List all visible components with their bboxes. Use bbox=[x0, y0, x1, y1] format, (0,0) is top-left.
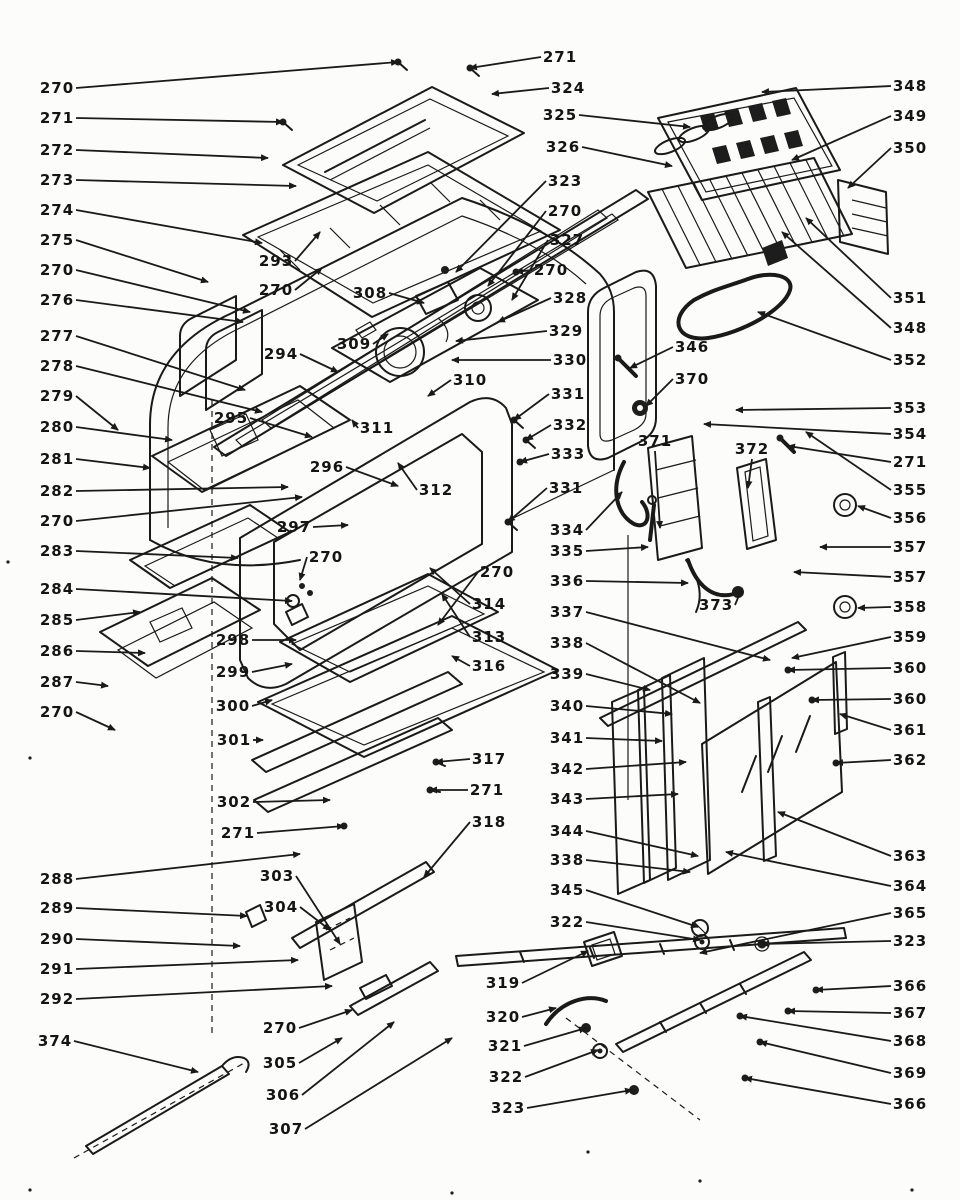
part-number-label: 348 bbox=[892, 77, 928, 95]
leader-line-270 bbox=[300, 557, 307, 580]
part-number-label: 271 bbox=[542, 48, 578, 66]
leader-line-294 bbox=[300, 354, 338, 372]
leader-line-335 bbox=[586, 547, 648, 551]
leader-line-348 bbox=[762, 86, 891, 92]
leader-line-299 bbox=[252, 664, 292, 672]
part-number-label: 274 bbox=[39, 201, 75, 219]
part-number-label: 340 bbox=[549, 697, 585, 715]
leader-line-271 bbox=[76, 118, 283, 122]
part-number-label: 287 bbox=[39, 673, 75, 691]
leader-line-336 bbox=[586, 581, 688, 583]
part-number-label: 283 bbox=[39, 542, 75, 560]
part-number-label: 272 bbox=[39, 141, 75, 159]
part-number-label: 318 bbox=[471, 813, 507, 831]
part-number-label: 360 bbox=[892, 659, 928, 677]
part-number-label: 306 bbox=[265, 1086, 301, 1104]
part-number-label: 325 bbox=[542, 106, 578, 124]
part-number-label: 335 bbox=[549, 542, 585, 560]
leader-line-276 bbox=[76, 300, 243, 322]
part-number-label: 298 bbox=[215, 631, 251, 649]
part-number-label: 322 bbox=[488, 1068, 524, 1086]
part-number-label: 301 bbox=[216, 731, 252, 749]
part-number-label: 349 bbox=[892, 107, 928, 125]
leader-line-273 bbox=[76, 180, 296, 186]
part-number-label: 277 bbox=[39, 327, 75, 345]
part-number-label: 286 bbox=[39, 642, 75, 660]
leader-line-353 bbox=[736, 408, 891, 410]
leader-line-366 bbox=[745, 1078, 891, 1104]
leader-line-296 bbox=[346, 467, 398, 486]
leader-line-340 bbox=[586, 706, 672, 714]
leader-line-290 bbox=[76, 939, 240, 946]
leader-line-318 bbox=[424, 822, 470, 877]
part-number-label: 271 bbox=[892, 453, 928, 471]
leader-line-355 bbox=[806, 432, 891, 490]
base-panels bbox=[252, 574, 558, 812]
callout-leader-lines bbox=[74, 57, 891, 1129]
leader-line-310 bbox=[428, 380, 451, 396]
leader-line-366 bbox=[816, 986, 891, 990]
latch-support-parts bbox=[615, 355, 857, 619]
part-number-label: 280 bbox=[39, 418, 75, 436]
leader-line-368 bbox=[740, 1016, 891, 1041]
part-number-label: 289 bbox=[39, 899, 75, 917]
part-shapes bbox=[6, 59, 913, 1195]
part-number-label: 290 bbox=[39, 930, 75, 948]
part-number-label: 292 bbox=[39, 990, 75, 1008]
part-number-label: 323 bbox=[892, 932, 928, 950]
leader-line-306 bbox=[302, 1022, 394, 1095]
leader-line-354 bbox=[704, 424, 891, 434]
leader-line-274 bbox=[76, 210, 262, 243]
part-number-label: 300 bbox=[215, 697, 251, 715]
leader-line-371 bbox=[655, 451, 660, 528]
leader-line-316 bbox=[452, 656, 470, 666]
part-number-label: 319 bbox=[485, 974, 521, 992]
part-number-label: 361 bbox=[892, 721, 928, 739]
part-number-label: 366 bbox=[892, 1095, 928, 1113]
leader-line-346 bbox=[630, 347, 673, 368]
part-number-label: 345 bbox=[549, 881, 585, 899]
part-number-label: 324 bbox=[550, 79, 586, 97]
leader-line-352 bbox=[758, 312, 891, 360]
part-number-label: 365 bbox=[892, 904, 928, 922]
part-number-label: 320 bbox=[485, 1008, 521, 1026]
part-number-label: 341 bbox=[549, 729, 585, 747]
leader-line-339 bbox=[586, 674, 650, 690]
leader-line-295 bbox=[250, 418, 312, 437]
leader-line-278 bbox=[76, 366, 262, 412]
part-number-label: 304 bbox=[263, 898, 299, 916]
part-number-label: 309 bbox=[336, 335, 372, 353]
leader-line-270 bbox=[76, 62, 398, 88]
part-number-label: 273 bbox=[39, 171, 75, 189]
leader-line-292 bbox=[76, 986, 332, 999]
leader-line-270 bbox=[76, 270, 250, 312]
leader-line-331 bbox=[514, 394, 549, 420]
part-number-label: 307 bbox=[268, 1120, 304, 1138]
part-number-label: 374 bbox=[37, 1032, 73, 1050]
leader-line-270 bbox=[76, 712, 115, 730]
part-number-label: 323 bbox=[547, 172, 583, 190]
part-number-label: 270 bbox=[308, 548, 344, 566]
callout-labels bbox=[38, 48, 927, 1138]
part-number-label: 296 bbox=[309, 458, 345, 476]
leader-line-297 bbox=[313, 525, 348, 527]
part-number-label: 355 bbox=[892, 481, 928, 499]
part-number-label: 278 bbox=[39, 357, 75, 375]
part-number-label: 323 bbox=[490, 1099, 526, 1117]
part-number-label: 271 bbox=[39, 109, 75, 127]
leader-line-326 bbox=[582, 147, 672, 166]
leader-line-305 bbox=[299, 1038, 342, 1063]
part-number-label: 357 bbox=[892, 538, 928, 556]
part-number-label: 337 bbox=[549, 603, 585, 621]
leader-line-329 bbox=[456, 331, 547, 341]
part-number-label: 270 bbox=[262, 1019, 298, 1037]
part-number-label: 351 bbox=[892, 289, 928, 307]
part-number-label: 333 bbox=[550, 445, 586, 463]
door-latch-parts bbox=[546, 920, 709, 1095]
part-number-label: 328 bbox=[552, 289, 588, 307]
leader-line-345 bbox=[586, 890, 698, 927]
leader-line-360 bbox=[788, 668, 891, 670]
leader-line-363 bbox=[778, 812, 891, 856]
part-number-label: 270 bbox=[39, 79, 75, 97]
leader-line-370 bbox=[646, 379, 673, 406]
oven-door-top-panel bbox=[283, 87, 524, 213]
part-number-label: 311 bbox=[359, 419, 395, 437]
part-number-label: 359 bbox=[892, 628, 928, 646]
leader-line-271 bbox=[470, 57, 541, 68]
part-number-label: 308 bbox=[352, 284, 388, 302]
leader-line-332 bbox=[526, 425, 551, 440]
part-number-label: 327 bbox=[549, 231, 585, 249]
leader-line-282 bbox=[76, 487, 288, 491]
part-number-label: 321 bbox=[487, 1037, 523, 1055]
part-number-label: 302 bbox=[216, 793, 252, 811]
hinge-hardware bbox=[286, 583, 313, 625]
leader-line-322 bbox=[525, 1050, 598, 1077]
leader-line-312 bbox=[398, 463, 417, 490]
part-number-label: 281 bbox=[39, 450, 75, 468]
part-number-label: 270 bbox=[533, 261, 569, 279]
leader-line-333 bbox=[520, 454, 549, 462]
part-number-label: 360 bbox=[892, 690, 928, 708]
leader-line-359 bbox=[792, 637, 891, 658]
leader-line-280 bbox=[76, 427, 172, 440]
leader-line-291 bbox=[76, 960, 298, 969]
leader-line-285 bbox=[76, 612, 140, 620]
part-number-label: 346 bbox=[674, 338, 710, 356]
part-number-label: 338 bbox=[549, 634, 585, 652]
part-number-label: 270 bbox=[39, 512, 75, 530]
part-number-label: 313 bbox=[471, 628, 507, 646]
leader-line-283 bbox=[76, 551, 238, 558]
part-number-label: 314 bbox=[471, 595, 507, 613]
part-number-label: 354 bbox=[892, 425, 928, 443]
part-number-label: 276 bbox=[39, 291, 75, 309]
part-number-label: 293 bbox=[258, 252, 294, 270]
part-number-label: 344 bbox=[549, 822, 585, 840]
leader-line-279 bbox=[76, 396, 118, 430]
leader-line-337 bbox=[586, 612, 770, 660]
leader-line-293 bbox=[295, 232, 320, 261]
part-number-label: 350 bbox=[892, 139, 928, 157]
leader-line-364 bbox=[726, 852, 891, 886]
part-number-label: 275 bbox=[39, 231, 75, 249]
part-number-label: 322 bbox=[549, 913, 585, 931]
part-number-label: 326 bbox=[545, 138, 581, 156]
leader-line-343 bbox=[586, 794, 678, 799]
leader-line-322 bbox=[586, 922, 700, 940]
leader-line-334 bbox=[586, 492, 622, 530]
leader-line-351 bbox=[806, 218, 891, 298]
part-number-label: 312 bbox=[418, 481, 454, 499]
leader-line-357 bbox=[794, 572, 891, 577]
leader-line-342 bbox=[586, 762, 686, 769]
part-number-label: 329 bbox=[548, 322, 584, 340]
part-number-label: 284 bbox=[39, 580, 75, 598]
leader-line-349 bbox=[792, 116, 891, 160]
part-number-label: 342 bbox=[549, 760, 585, 778]
part-number-label: 338 bbox=[549, 851, 585, 869]
leader-line-289 bbox=[76, 908, 247, 916]
part-number-label: 352 bbox=[892, 351, 928, 369]
slide-rod bbox=[74, 1057, 249, 1158]
part-number-label: 270 bbox=[258, 281, 294, 299]
part-number-label: 370 bbox=[674, 370, 710, 388]
part-number-label: 303 bbox=[259, 867, 295, 885]
leader-line-356 bbox=[858, 506, 891, 518]
leader-line-302 bbox=[253, 800, 330, 802]
leader-line-311 bbox=[352, 420, 358, 428]
leader-line-307 bbox=[305, 1038, 452, 1129]
leader-line-365 bbox=[700, 913, 891, 953]
part-number-label: 339 bbox=[549, 665, 585, 683]
part-number-label: 366 bbox=[892, 977, 928, 995]
part-number-label: 317 bbox=[471, 750, 507, 768]
leader-line-281 bbox=[76, 459, 150, 468]
part-number-label: 310 bbox=[452, 371, 488, 389]
part-number-label: 353 bbox=[892, 399, 928, 417]
leader-line-277 bbox=[76, 336, 245, 390]
part-number-label: 288 bbox=[39, 870, 75, 888]
part-number-label: 270 bbox=[479, 563, 515, 581]
leader-line-314 bbox=[430, 568, 470, 604]
door-glass-stack bbox=[600, 622, 847, 894]
part-number-label: 271 bbox=[469, 781, 505, 799]
leader-line-338 bbox=[586, 643, 700, 703]
part-number-label: 334 bbox=[549, 521, 585, 539]
leader-line-367 bbox=[788, 1011, 891, 1013]
leader-line-287 bbox=[76, 682, 108, 686]
part-number-label: 297 bbox=[276, 518, 312, 536]
part-number-label: 270 bbox=[39, 261, 75, 279]
part-number-label: 367 bbox=[892, 1004, 928, 1022]
part-number-label: 358 bbox=[892, 598, 928, 616]
part-number-label: 371 bbox=[637, 432, 673, 450]
part-number-label: 330 bbox=[552, 351, 588, 369]
part-number-label: 369 bbox=[892, 1064, 928, 1082]
leader-line-286 bbox=[76, 651, 145, 653]
part-number-label: 331 bbox=[550, 385, 586, 403]
leader-line-350 bbox=[848, 148, 891, 188]
part-number-label: 279 bbox=[39, 387, 75, 405]
part-number-label: 343 bbox=[549, 790, 585, 808]
part-number-label: 270 bbox=[547, 202, 583, 220]
baffle-panels bbox=[180, 296, 262, 410]
part-number-label: 285 bbox=[39, 611, 75, 629]
leader-line-272 bbox=[76, 150, 268, 158]
part-number-label: 363 bbox=[892, 847, 928, 865]
backguard-grille-panel bbox=[648, 158, 852, 268]
part-number-label: 357 bbox=[892, 568, 928, 586]
part-number-label: 362 bbox=[892, 751, 928, 769]
part-number-label: 331 bbox=[548, 479, 584, 497]
part-number-label: 373 bbox=[698, 596, 734, 614]
leader-line-374 bbox=[74, 1041, 198, 1072]
leader-line-328 bbox=[498, 298, 551, 322]
leader-line-324 bbox=[492, 88, 549, 94]
part-number-label: 270 bbox=[39, 703, 75, 721]
leader-line-360 bbox=[812, 699, 891, 700]
part-number-label: 368 bbox=[892, 1032, 928, 1050]
leader-line-319 bbox=[522, 951, 588, 983]
leader-line-338 bbox=[586, 860, 690, 872]
part-number-label: 364 bbox=[892, 877, 928, 895]
leader-line-323 bbox=[527, 1090, 632, 1108]
part-number-label: 372 bbox=[734, 440, 770, 458]
part-number-label: 332 bbox=[552, 416, 588, 434]
leader-line-271 bbox=[257, 826, 344, 833]
scan-specks bbox=[6, 560, 913, 1194]
backguard-side-panel bbox=[838, 180, 888, 254]
leader-line-341 bbox=[586, 738, 662, 741]
part-number-label: 295 bbox=[213, 409, 249, 427]
part-number-label: 294 bbox=[263, 345, 299, 363]
part-number-label: 291 bbox=[39, 960, 75, 978]
part-number-label: 282 bbox=[39, 482, 75, 500]
leader-line-321 bbox=[524, 1028, 586, 1046]
part-number-label: 336 bbox=[549, 572, 585, 590]
part-number-label: 348 bbox=[892, 319, 928, 337]
part-number-label: 299 bbox=[215, 663, 251, 681]
leader-line-270 bbox=[299, 1010, 352, 1028]
leader-line-369 bbox=[760, 1042, 891, 1073]
part-number-label: 356 bbox=[892, 509, 928, 527]
part-number-label: 316 bbox=[471, 657, 507, 675]
part-number-label: 305 bbox=[262, 1054, 298, 1072]
leader-line-362 bbox=[836, 760, 891, 763]
leader-line-358 bbox=[858, 607, 891, 608]
part-number-label: 271 bbox=[220, 824, 256, 842]
leader-line-317 bbox=[436, 759, 470, 762]
